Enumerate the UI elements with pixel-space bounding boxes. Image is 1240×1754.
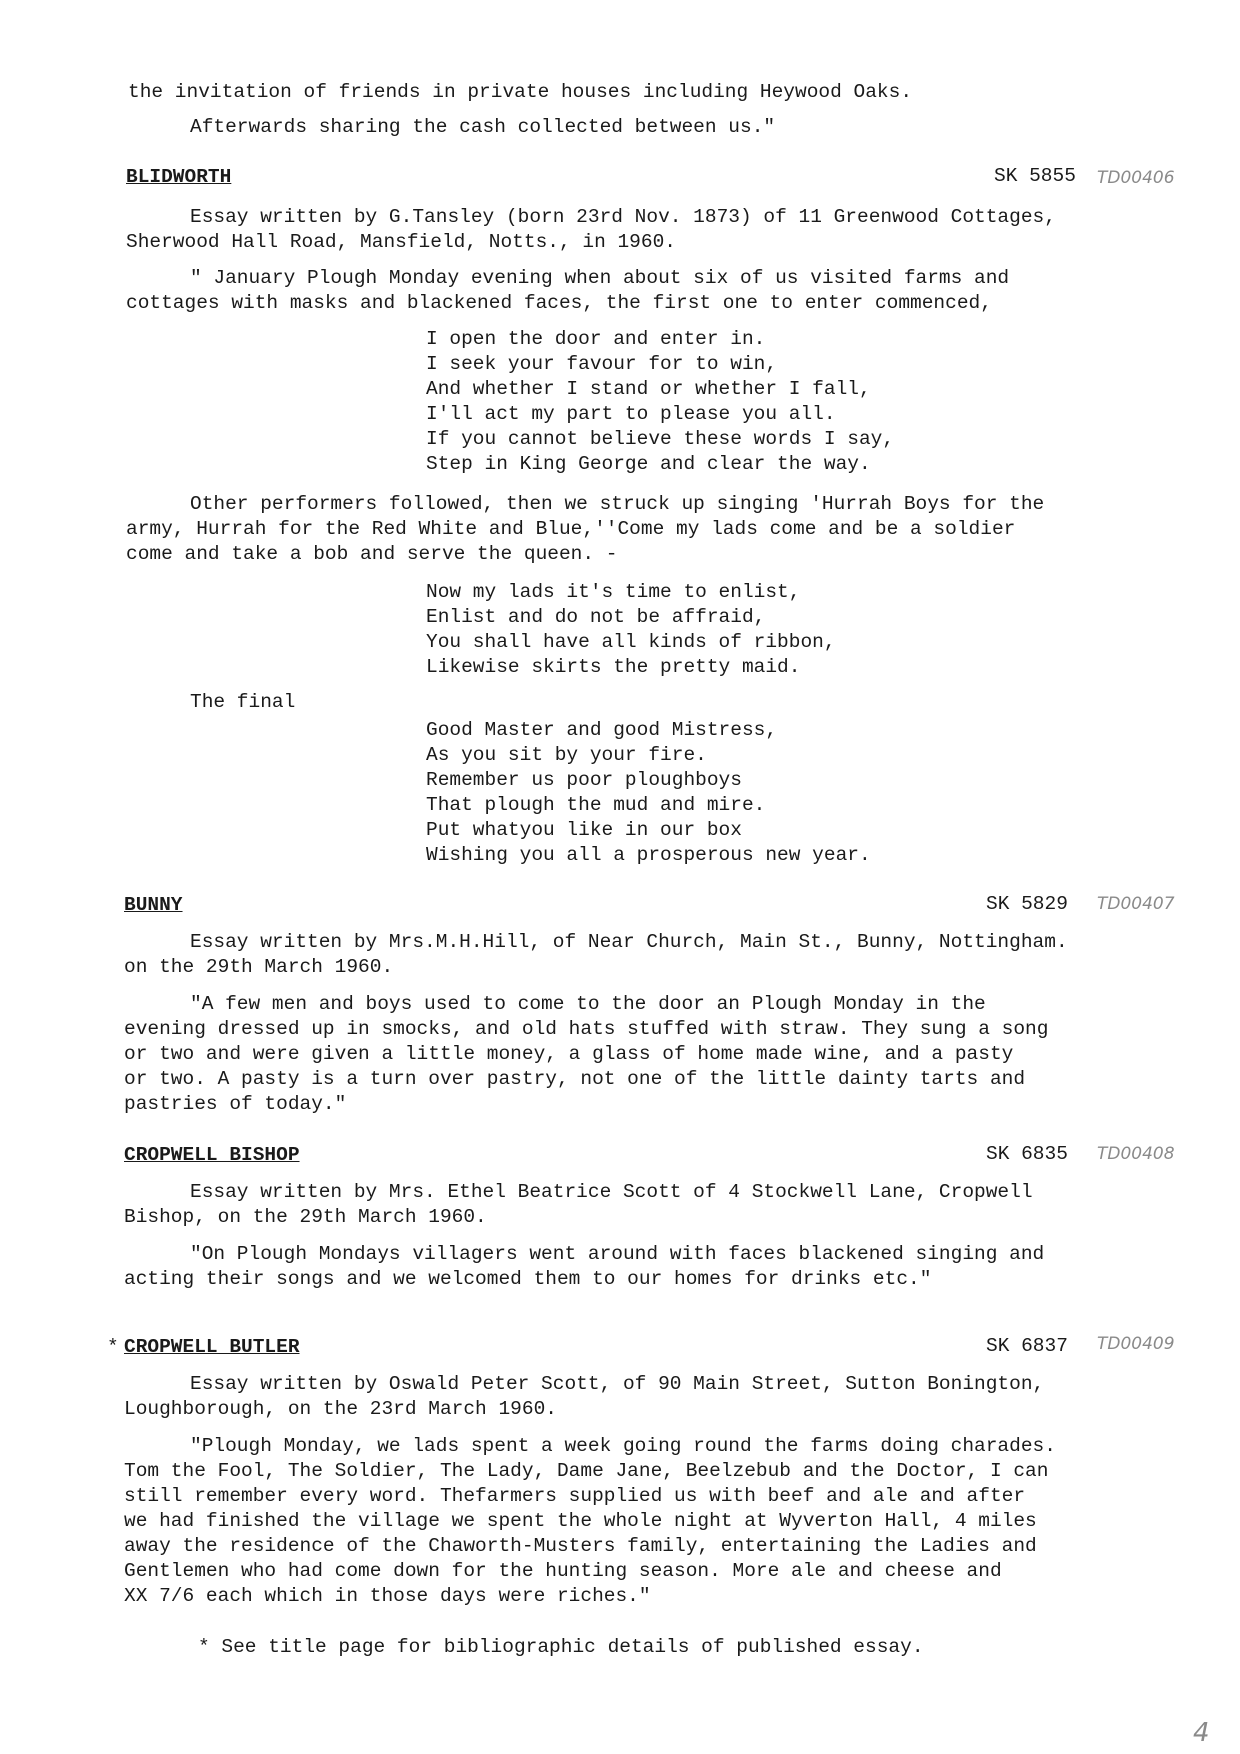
verse-line: Remember us poor ploughboys: [426, 769, 742, 791]
verse-line: Good Master and good Mistress,: [426, 719, 778, 741]
quote-line: " January Plough Monday evening when about six of us visited farms and: [190, 267, 1010, 289]
footnote: * See title page for bibliographic details of published essay.: [198, 1636, 924, 1658]
verse-line: Step in King George and clear the way.: [426, 453, 871, 475]
quote-line: "On Plough Mondays villagers went around with faces blackened singing and: [190, 1243, 1045, 1265]
quote-line: "A few men and boys used to come to the door an Plough Monday in the: [190, 993, 986, 1015]
essay-line: Sherwood Hall Road, Mansfield, Notts., in 1960.: [126, 231, 676, 253]
intro-line-1: the invitation of friends in private houses including Heywood Oaks.: [128, 81, 913, 103]
quote-line: cottages with masks and blackened faces, the first one to enter commenced,: [126, 292, 992, 314]
verse-line: As you sit by your fire.: [426, 744, 707, 766]
verse-line: I open the door and enter in.: [426, 328, 766, 350]
asterisk-marker: *: [107, 1336, 119, 1358]
essay-line: Essay written by Oswald Peter Scott, of 90 Main Street, Sutton Bonington,: [190, 1373, 1045, 1395]
quote-line: pastries of today.": [124, 1093, 347, 1115]
handwritten-ref-cropwell-bishop: TD00408: [1097, 1144, 1175, 1164]
quote-line: or two. A pasty is a turn over pastry, not one of the little dainty tarts and: [124, 1068, 1026, 1090]
final-label: The final: [190, 691, 296, 713]
quote-line: or two and were given a little money, a glass of home made wine, and a pasty: [124, 1043, 1014, 1065]
quote-line: we had finished the village we spent the whole night at Wyverton Hall, 4 miles: [124, 1510, 1037, 1532]
quote-line: Tom the Fool, The Soldier, The Lady, Dame Jane, Beelzebub and the Doctor, I can: [124, 1460, 1049, 1482]
quote-line: XX 7/6 each which in those days were riches.": [124, 1585, 651, 1607]
quote-line: away the residence of the Chaworth-Musters family, entertaining the Ladies and: [124, 1535, 1037, 1557]
grid-ref-cropwell-butler: SK 6837: [986, 1335, 1068, 1357]
quote-line: "Plough Monday, we lads spent a week going round the farms doing charades.: [190, 1435, 1056, 1457]
essay-line: Essay written by G.Tansley (born 23rd Nov. 1873) of 11 Greenwood Cottages,: [190, 206, 1056, 228]
verse-line: Likewise skirts the pretty maid.: [426, 656, 801, 678]
verse-line: I'll act my part to please you all.: [426, 403, 836, 425]
grid-ref-blidworth: SK 5855: [994, 165, 1076, 187]
verse-line: Put whatyou like in our box: [426, 819, 742, 841]
quote-line: come and take a bob and serve the queen. -: [126, 543, 618, 565]
section-heading-cropwell-bishop: CROPWELL BISHOP: [124, 1144, 300, 1166]
quote-line: acting their songs and we welcomed them to our homes for drinks etc.": [124, 1268, 932, 1290]
verse-line: Now my lads it's time to enlist,: [426, 581, 801, 603]
essay-line: Essay written by Mrs. Ethel Beatrice Scott of 4 Stockwell Lane, Cropwell: [190, 1181, 1033, 1203]
essay-line: Loughborough, on the 23rd March 1960.: [124, 1398, 557, 1420]
page-number: 4: [1193, 1718, 1210, 1748]
intro-line-2: Afterwards sharing the cash collected between us.": [190, 116, 776, 138]
verse-line: Wishing you all a prosperous new year.: [426, 844, 871, 866]
section-heading-bunny: BUNNY: [124, 894, 183, 916]
section-heading-cropwell-butler: CROPWELL BUTLER: [124, 1336, 300, 1358]
section-heading-blidworth: BLIDWORTH: [126, 166, 232, 188]
handwritten-ref-bunny: TD00407: [1097, 894, 1175, 914]
verse-line: I seek your favour for to win,: [426, 353, 778, 375]
quote-line: Other performers followed, then we struck up singing 'Hurrah Boys for the: [190, 493, 1045, 515]
quote-line: Gentlemen who had come down for the hunting season. More ale and cheese and: [124, 1560, 1002, 1582]
essay-line: on the 29th March 1960.: [124, 956, 394, 978]
verse-line: You shall have all kinds of ribbon,: [426, 631, 836, 653]
handwritten-ref-cropwell-butler: TD00409: [1097, 1334, 1175, 1354]
grid-ref-bunny: SK 5829: [986, 893, 1068, 915]
verse-line: Enlist and do not be affraid,: [426, 606, 766, 628]
verse-line: And whether I stand or whether I fall,: [426, 378, 871, 400]
essay-line: Bishop, on the 29th March 1960.: [124, 1206, 487, 1228]
quote-line: army, Hurrah for the Red White and Blue,''Come my lads come and be a soldier: [126, 518, 1016, 540]
verse-line: If you cannot believe these words I say,: [426, 428, 895, 450]
handwritten-ref-blidworth: TD00406: [1097, 168, 1175, 188]
essay-line: Essay written by Mrs.M.H.Hill, of Near Church, Main St., Bunny, Nottingham.: [190, 931, 1068, 953]
quote-line: evening dressed up in smocks, and old hats stuffed with straw. They sung a song: [124, 1018, 1049, 1040]
grid-ref-cropwell-bishop: SK 6835: [986, 1143, 1068, 1165]
quote-line: still remember every word. Thefarmers supplied us with beef and ale and after: [124, 1485, 1026, 1507]
verse-line: That plough the mud and mire.: [426, 794, 766, 816]
